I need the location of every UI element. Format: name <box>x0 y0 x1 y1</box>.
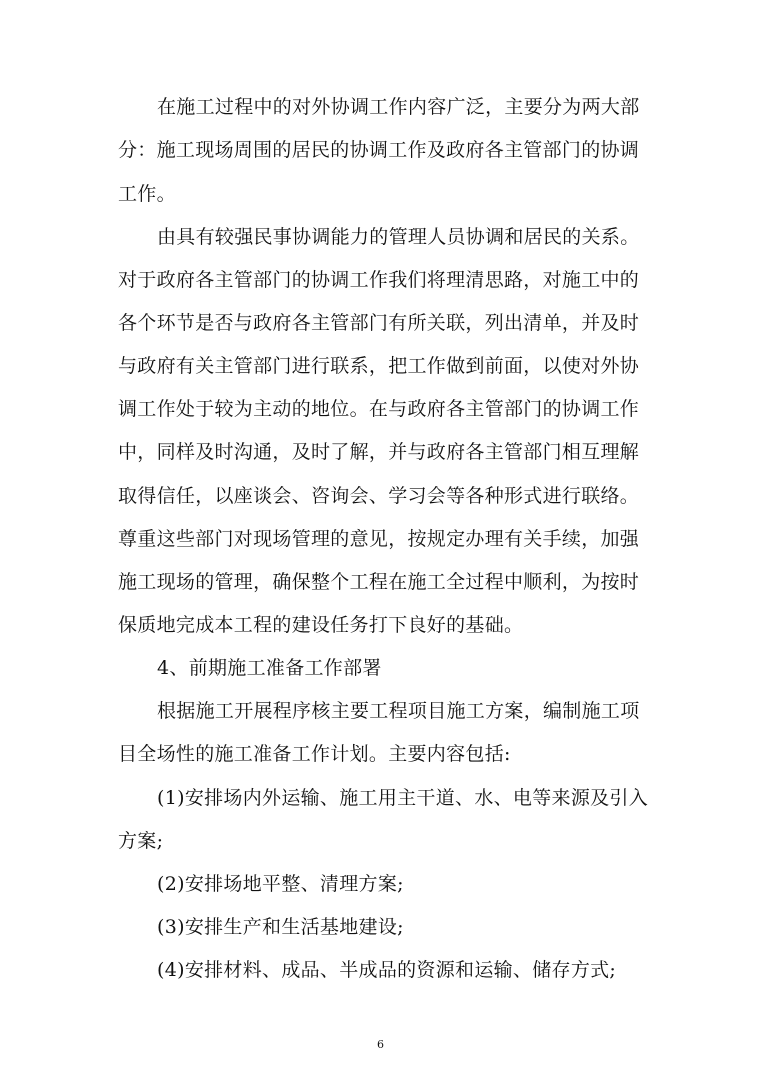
text-line: 取得信任，以座谈会、咨询会、学习会等各种形式进行联络。 <box>118 485 640 507</box>
list-item: (4)安排材料、成品、半成品的资源和运输、储存方式; <box>157 959 617 981</box>
text-line: 与政府有关主管部门进行联系，把工作做到前面，以使对外协 <box>118 355 640 377</box>
text-line: 调工作处于较为主动的地位。在与政府各主管部门的协调工作 <box>118 398 640 420</box>
page-number: 6 <box>377 1038 384 1051</box>
text-line: 各个环节是否与政府各主管部门有所关联，列出清单，并及时 <box>118 312 640 334</box>
text-line: 在施工过程中的对外协调工作内容广泛，主要分为两大部 <box>157 96 640 118</box>
list-item: (1)安排场内外运输、施工用主干道、水、电等来源及引入 <box>157 787 649 809</box>
text-line: 中，同样及时沟通，及时了解，并与政府各主管部门相互理解 <box>118 441 640 463</box>
text-line: 根据施工开展程序核主要工程项目施工方案，编制施工项 <box>157 700 640 722</box>
section-heading: 4、前期施工准备工作部署 <box>157 657 382 679</box>
list-item: (2)安排场地平整、清理方案; <box>157 873 404 895</box>
text-line: 工作。 <box>118 183 176 205</box>
list-item-continuation: 方案; <box>118 830 164 852</box>
text-line: 目全场性的施工准备工作计划。主要内容包括: <box>118 743 511 765</box>
text-line: 由具有较强民事协调能力的管理人员协调和居民的关系。 <box>157 226 640 248</box>
text-line: 尊重这些部门对现场管理的意见，按规定办理有关手续，加强 <box>118 528 640 550</box>
list-item: (3)安排生产和生活基地建设; <box>157 916 404 938</box>
text-line: 分：施工现场周围的居民的协调工作及政府各主管部门的协调 <box>118 139 640 161</box>
text-line: 对于政府各主管部门的协调工作我们将理清思路，对施工中的 <box>118 269 640 291</box>
text-line: 施工现场的管理，确保整个工程在施工全过程中顺利，为按时 <box>118 571 640 593</box>
text-line: 保质地完成本工程的建设任务打下良好的基础。 <box>118 614 524 636</box>
